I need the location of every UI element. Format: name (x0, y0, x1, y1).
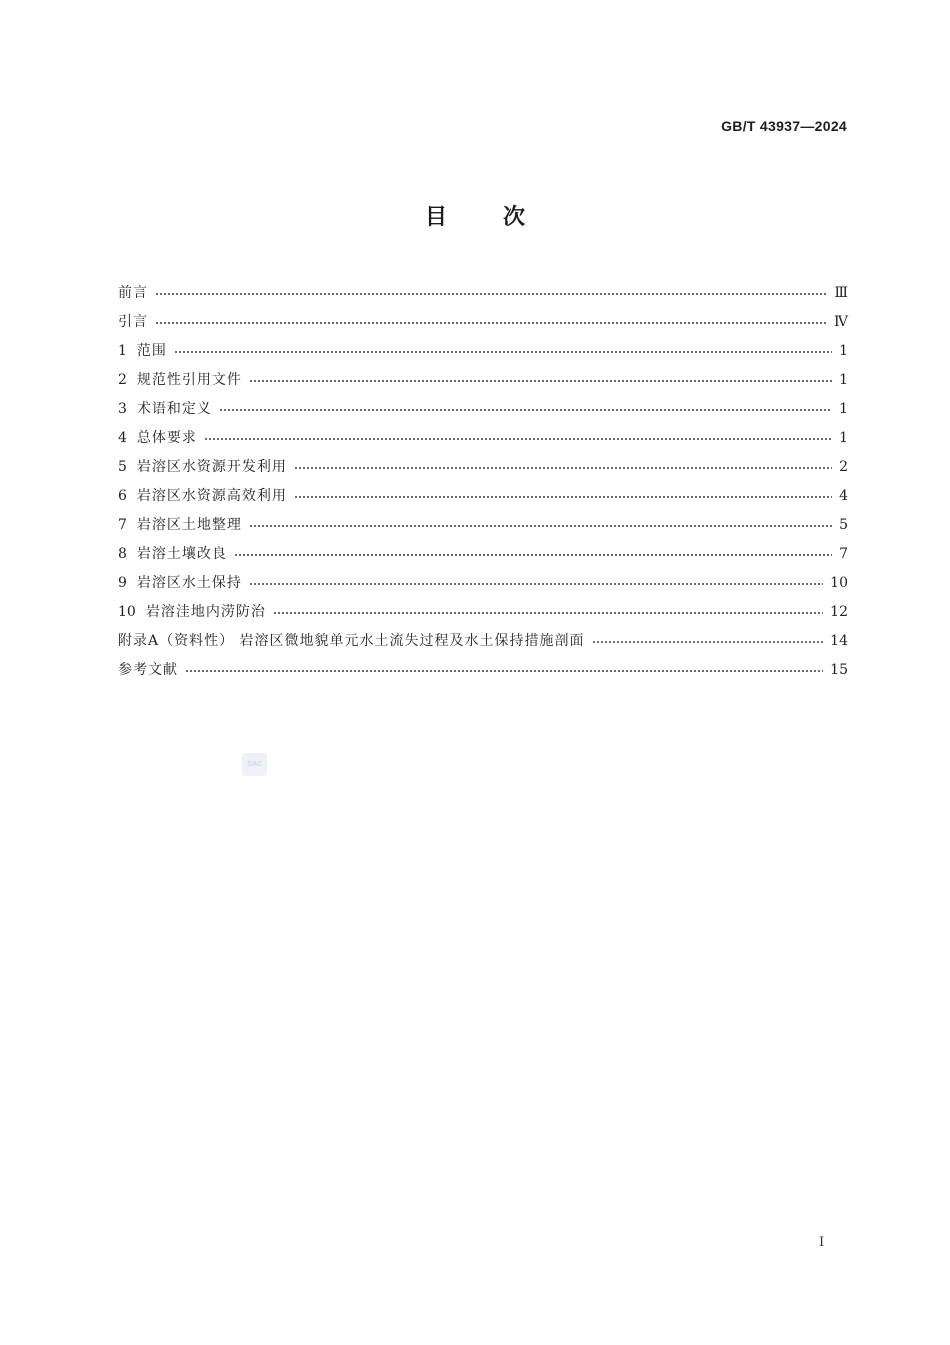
toc-leader-dots (219, 409, 832, 411)
toc-entry-page: 4 (839, 488, 848, 504)
toc-leader-dots (155, 293, 827, 295)
toc-entry-label (118, 337, 167, 366)
toc-entry-text: 附录A（资料性） 岩溶区微地貌单元水土流失过程及水土保持措施剖面 (118, 633, 585, 649)
toc-entry-text: 岩溶区水资源开发利用 (136, 459, 287, 475)
toc-entry-bibliography[interactable] (118, 656, 848, 685)
toc-entry-number: 8 (118, 546, 127, 562)
toc-entry-annex-a[interactable] (118, 627, 848, 656)
toc-entry-text: 岩溶洼地内涝防治 (145, 604, 266, 620)
toc-leader-dots (249, 525, 832, 527)
toc-leader-dots (249, 380, 832, 382)
toc-entry-water-efficient-use[interactable] (118, 482, 848, 511)
toc-entry-normative-references[interactable] (118, 366, 848, 395)
toc-entry-text: 引言 (118, 314, 148, 330)
toc-entry-label (118, 627, 585, 656)
table-of-contents (118, 279, 848, 685)
toc-entry-land-consolidation[interactable] (118, 511, 848, 540)
toc-entry-label (118, 453, 287, 482)
toc-entry-label (118, 482, 287, 511)
toc-entry-water-development[interactable] (118, 453, 848, 482)
toc-leader-dots (592, 641, 824, 643)
toc-entry-text: 前言 (118, 285, 148, 301)
toc-entry-terms-definitions[interactable] (118, 395, 848, 424)
toc-entry-label (118, 656, 178, 685)
toc-entry-number: 9 (118, 575, 127, 591)
toc-entry-page: Ⅲ (834, 285, 848, 301)
toc-entry-number: 7 (118, 517, 127, 533)
toc-entry-number: 4 (118, 430, 127, 446)
toc-entry-page: Ⅳ (834, 314, 848, 330)
toc-entry-label (118, 598, 266, 627)
toc-entry-page: 15 (830, 662, 848, 678)
toc-entry-page: 2 (839, 459, 848, 475)
toc-entry-label (118, 540, 227, 569)
toc-entry-label (118, 279, 148, 308)
toc-entry-text: 岩溶土壤改良 (136, 546, 227, 562)
toc-entry-page: 1 (839, 343, 848, 359)
toc-leader-dots (185, 670, 823, 672)
toc-leader-dots (204, 438, 832, 440)
page-title: 目次 (424, 205, 581, 230)
page-number: Ⅰ (819, 1235, 825, 1250)
toc-entry-soil-improvement[interactable] (118, 540, 848, 569)
toc-leader-dots (294, 496, 832, 498)
toc-entry-text: 范围 (136, 343, 167, 359)
standard-code: GB/T 43937—2024 (721, 118, 847, 134)
toc-leader-dots (234, 554, 832, 556)
toc-entry-number: 2 (118, 372, 127, 388)
toc-entry-page: 1 (839, 430, 848, 446)
toc-entry-soil-water-conservation[interactable] (118, 569, 848, 598)
toc-leader-dots (294, 467, 832, 469)
toc-entry-label (118, 395, 212, 424)
toc-entry-page: 1 (839, 372, 848, 388)
toc-entry-scope[interactable] (118, 337, 848, 366)
toc-entry-number: 3 (118, 401, 127, 417)
toc-entry-page: 1 (839, 401, 848, 417)
toc-entry-label (118, 366, 242, 395)
toc-leader-dots (249, 583, 823, 585)
toc-entry-page: 7 (839, 546, 848, 562)
toc-entry-label (118, 424, 197, 453)
toc-leader-dots (174, 351, 832, 353)
sac-watermark-logo: SAC (242, 753, 267, 776)
toc-entry-number: 10 (118, 604, 136, 620)
toc-leader-dots (273, 612, 823, 614)
toc-entry-page: 10 (830, 575, 848, 591)
toc-entry-text: 岩溶区水资源高效利用 (136, 488, 287, 504)
toc-entry-page: 5 (839, 517, 848, 533)
toc-entry-text: 术语和定义 (136, 401, 212, 417)
toc-entry-label (118, 308, 148, 337)
toc-entry-number: 1 (118, 343, 127, 359)
toc-entry-text: 总体要求 (136, 430, 197, 446)
toc-entry-number: 6 (118, 488, 127, 504)
toc-entry-label (118, 569, 242, 598)
toc-entry-number: 5 (118, 459, 127, 475)
toc-entry-text: 岩溶区水土保持 (136, 575, 242, 591)
toc-entry-page: 14 (830, 633, 848, 649)
toc-entry-introduction[interactable] (118, 308, 848, 337)
toc-entry-label (118, 511, 242, 540)
toc-entry-foreword[interactable] (118, 279, 848, 308)
toc-leader-dots (155, 322, 827, 324)
toc-entry-text: 参考文献 (118, 662, 178, 678)
toc-entry-waterlogging-control[interactable] (118, 598, 848, 627)
toc-entry-general-requirements[interactable] (118, 424, 848, 453)
toc-entry-text: 规范性引用文件 (136, 372, 242, 388)
toc-entry-text: 岩溶区土地整理 (136, 517, 242, 533)
toc-entry-page: 12 (830, 604, 848, 620)
